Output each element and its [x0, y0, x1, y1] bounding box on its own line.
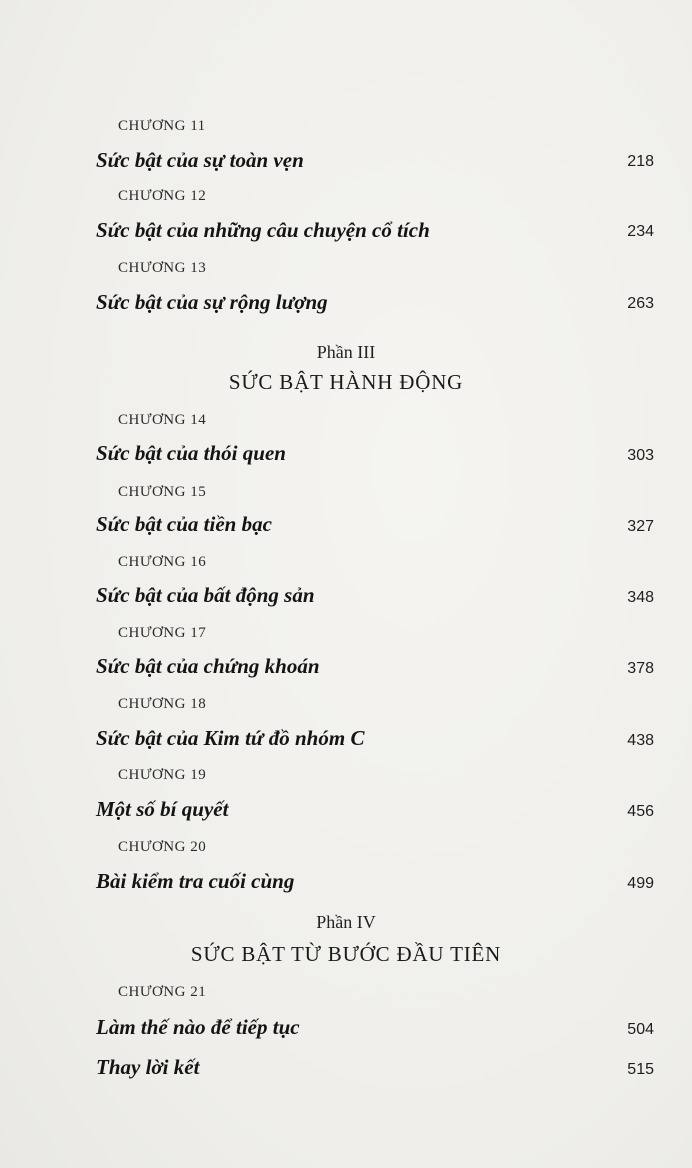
- page-number: 234: [627, 223, 654, 240]
- page-number: 499: [627, 875, 654, 892]
- chapter-label: CHƯƠNG 15: [118, 484, 207, 500]
- chapter-title[interactable]: Làm thế nào để tiếp tục: [96, 1015, 300, 1039]
- chapter-title[interactable]: Sức bật của những câu chuyện cổ tích: [96, 218, 430, 242]
- chapter-title[interactable]: Sức bật của sự toàn vẹn: [96, 148, 304, 172]
- page-number: 263: [627, 295, 654, 312]
- page-number: 327: [627, 518, 654, 535]
- part-label: Phần III: [316, 342, 376, 362]
- page-number: 504: [627, 1021, 654, 1038]
- chapter-label: CHƯƠNG 12: [118, 188, 207, 204]
- page-number: 515: [627, 1061, 654, 1078]
- chapter-title[interactable]: Sức bật của sự rộng lượng: [96, 290, 328, 314]
- chapter-label: CHƯƠNG 19: [118, 767, 207, 783]
- page-number: 303: [627, 447, 654, 464]
- chapter-title[interactable]: Sức bật của Kim tứ đồ nhóm C: [96, 726, 365, 750]
- chapter-title[interactable]: Sức bật của chứng khoán: [96, 654, 320, 678]
- chapter-label: CHƯƠNG 14: [118, 412, 207, 428]
- part-label: Phần IV: [316, 912, 376, 932]
- chapter-title[interactable]: Sức bật của bất động sản: [96, 583, 315, 607]
- part-title: SỨC BẬT TỪ BƯỚC ĐẦU TIÊN: [190, 942, 502, 966]
- chapter-label: CHƯƠNG 20: [118, 839, 207, 855]
- chapter-title[interactable]: Bài kiểm tra cuối cùng: [96, 869, 295, 893]
- chapter-title[interactable]: Một số bí quyết: [96, 797, 229, 821]
- chapter-label: CHƯƠNG 17: [118, 625, 207, 641]
- page-number: 218: [627, 153, 654, 170]
- page-number: 438: [627, 732, 654, 749]
- chapter-title[interactable]: Sức bật của tiền bạc: [96, 512, 272, 536]
- page-number: 348: [627, 589, 654, 606]
- chapter-label: CHƯƠNG 13: [118, 260, 207, 276]
- page-number: 456: [627, 803, 654, 820]
- closing-title[interactable]: Thay lời kết: [96, 1055, 200, 1079]
- chapter-label: CHƯƠNG 21: [118, 984, 207, 1000]
- chapter-label: CHƯƠNG 18: [118, 696, 207, 712]
- part-title: SỨC BẬT HÀNH ĐỘNG: [228, 370, 464, 394]
- chapter-title[interactable]: Sức bật của thói quen: [96, 441, 286, 465]
- chapter-label: CHƯƠNG 16: [118, 554, 207, 570]
- page-number: 378: [627, 660, 654, 677]
- chapter-label: CHƯƠNG 11: [118, 118, 206, 134]
